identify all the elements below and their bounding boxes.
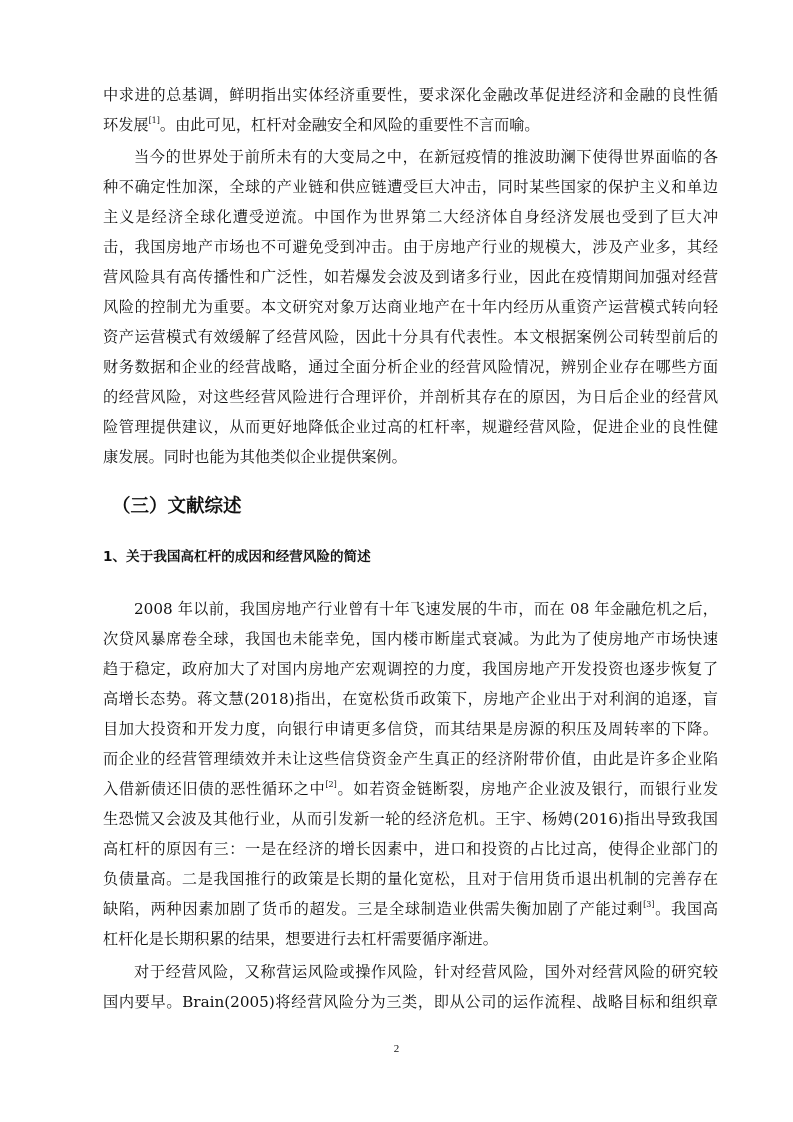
text-line: 生恐慌又会波及其他行业，从而引发新一轮的经济危机。王宇、杨娉(2016)指出导致我国 xyxy=(103,810,718,828)
citation-marker: [1] xyxy=(148,116,160,125)
text-line: 入借新债还旧债的恶性循环之中[2]。如若资金链断裂，房地产企业波及银行，而银行业发 xyxy=(103,780,718,798)
text-line: 缺陷，两种因素加剧了货币的超发。三是全球制造业供需失衡加剧了产能过剩[3]。我国高 xyxy=(103,900,718,918)
text-line: 险管理提供建议，从而更好地降低企业过高的杠杆率，规避经营风险，促进企业的良性健 xyxy=(103,418,718,436)
text-line: 负债量高。二是我国推行的政策是长期的量化宽松，且对于信用货币退出机制的完善存在 xyxy=(103,870,718,888)
text-line: 康发展。同时也能为其他类似企业提供案例。 xyxy=(103,448,407,466)
paragraph-operating-risk xyxy=(103,957,718,1017)
text-line: 营风险具有高传播性和广泛性，如若爆发会波及到诸多行业，因此在疫情期间加强对经营 xyxy=(103,268,718,286)
text-line: 目加大投资和开发力度，向银行申请更多信贷，而其结果是房源的积压及周转率的下降。 xyxy=(103,720,718,738)
text-line: 种不确定性加深，全球的产业链和供应链遭受巨大冲击，同时某些国家的保护主义和单边 xyxy=(103,178,718,196)
text-line: 中求进的总基调，鲜明指出实体经济重要性，要求深化金融改革促进经济和金融的良性循 xyxy=(103,86,718,104)
citation-marker: [2] xyxy=(325,780,337,789)
paragraph-high-leverage-causes xyxy=(103,594,718,954)
text-line: 的经营风险，对这些经营风险进行合理评价，并剖析其存在的原因，为日后企业的经营风 xyxy=(103,388,718,406)
text-line: 风险的控制尤为重要。本文研究对象万达商业地产在十年内经历从重资产运营模式转向轻 xyxy=(103,298,718,316)
subsection-heading: 1、关于我国高杠杆的成因和经营风险的简述 xyxy=(103,549,371,565)
text-line: 环发展[1]。由此可见，杠杆对金融安全和风险的重要性不言而喻。 xyxy=(103,116,540,134)
text-line: 资产运营模式有效缓解了经营风险，因此十分具有代表性。本文根据案例公司转型前后的 xyxy=(103,328,718,346)
text-line: 击，我国房地产市场也不可避免受到冲击。由于房地产行业的规模大，涉及产业多，其经 xyxy=(103,238,718,256)
text-line: 趋于稳定，政府加大了对国内房地产宏观调控的力度，我国房地产开发投资也逐步恢复了 xyxy=(103,660,718,678)
text-line: 对于经营风险，又称营运风险或操作风险，针对经营风险，国外对经营风险的研究较 xyxy=(134,963,718,981)
paragraph-world-situation xyxy=(103,142,718,472)
text-line: 杠杆化是长期积累的结果，想要进行去杠杆需要循序渐进。 xyxy=(103,930,498,948)
text-line: 国内要早。Brain(2005)将经营风险分为三类，即从公司的运作流程、战略目标和组织章 xyxy=(103,993,718,1011)
text-line: 主义是经济全球化遭受逆流。中国作为世界第二大经济体自身经济发展也受到了巨大冲 xyxy=(103,208,718,226)
text-line: 次贷风暴席卷全球，我国也未能幸免，国内楼市断崖式衰减。为此为了使房地产市场快速 xyxy=(103,630,718,648)
text-line: 当今的世界处于前所未有的大变局之中，在新冠疫情的推波助澜下使得世界面临的各 xyxy=(134,148,718,166)
text-line: 财务数据和企业的经营战略，通过全面分析企业的经营风险情况，辨别企业存在哪些方面 xyxy=(103,358,718,376)
page-number: 2 xyxy=(393,1043,400,1055)
text-line: 高增长态势。蒋文慧(2018)指出，在宽松货币政策下，房地产企业出于对利润的追逐，盲 xyxy=(103,690,718,708)
paragraph-continuation xyxy=(103,80,718,140)
text-line: 高杠杆的原因有三：一是在经济的增长因素中，进口和投资的占比过高，使得企业部门的 xyxy=(103,840,718,858)
text-line: 2008 年以前，我国房地产行业曾有十年飞速发展的牛市，而在 08 年金融危机之后， xyxy=(134,600,718,618)
citation-marker: [3] xyxy=(643,900,655,909)
text-line: 而企业的经营管理绩效并未让这些信贷资金产生真正的经济附带价值，由此是许多企业陷 xyxy=(103,750,718,768)
section-heading: （三）文献综述 xyxy=(112,496,242,517)
